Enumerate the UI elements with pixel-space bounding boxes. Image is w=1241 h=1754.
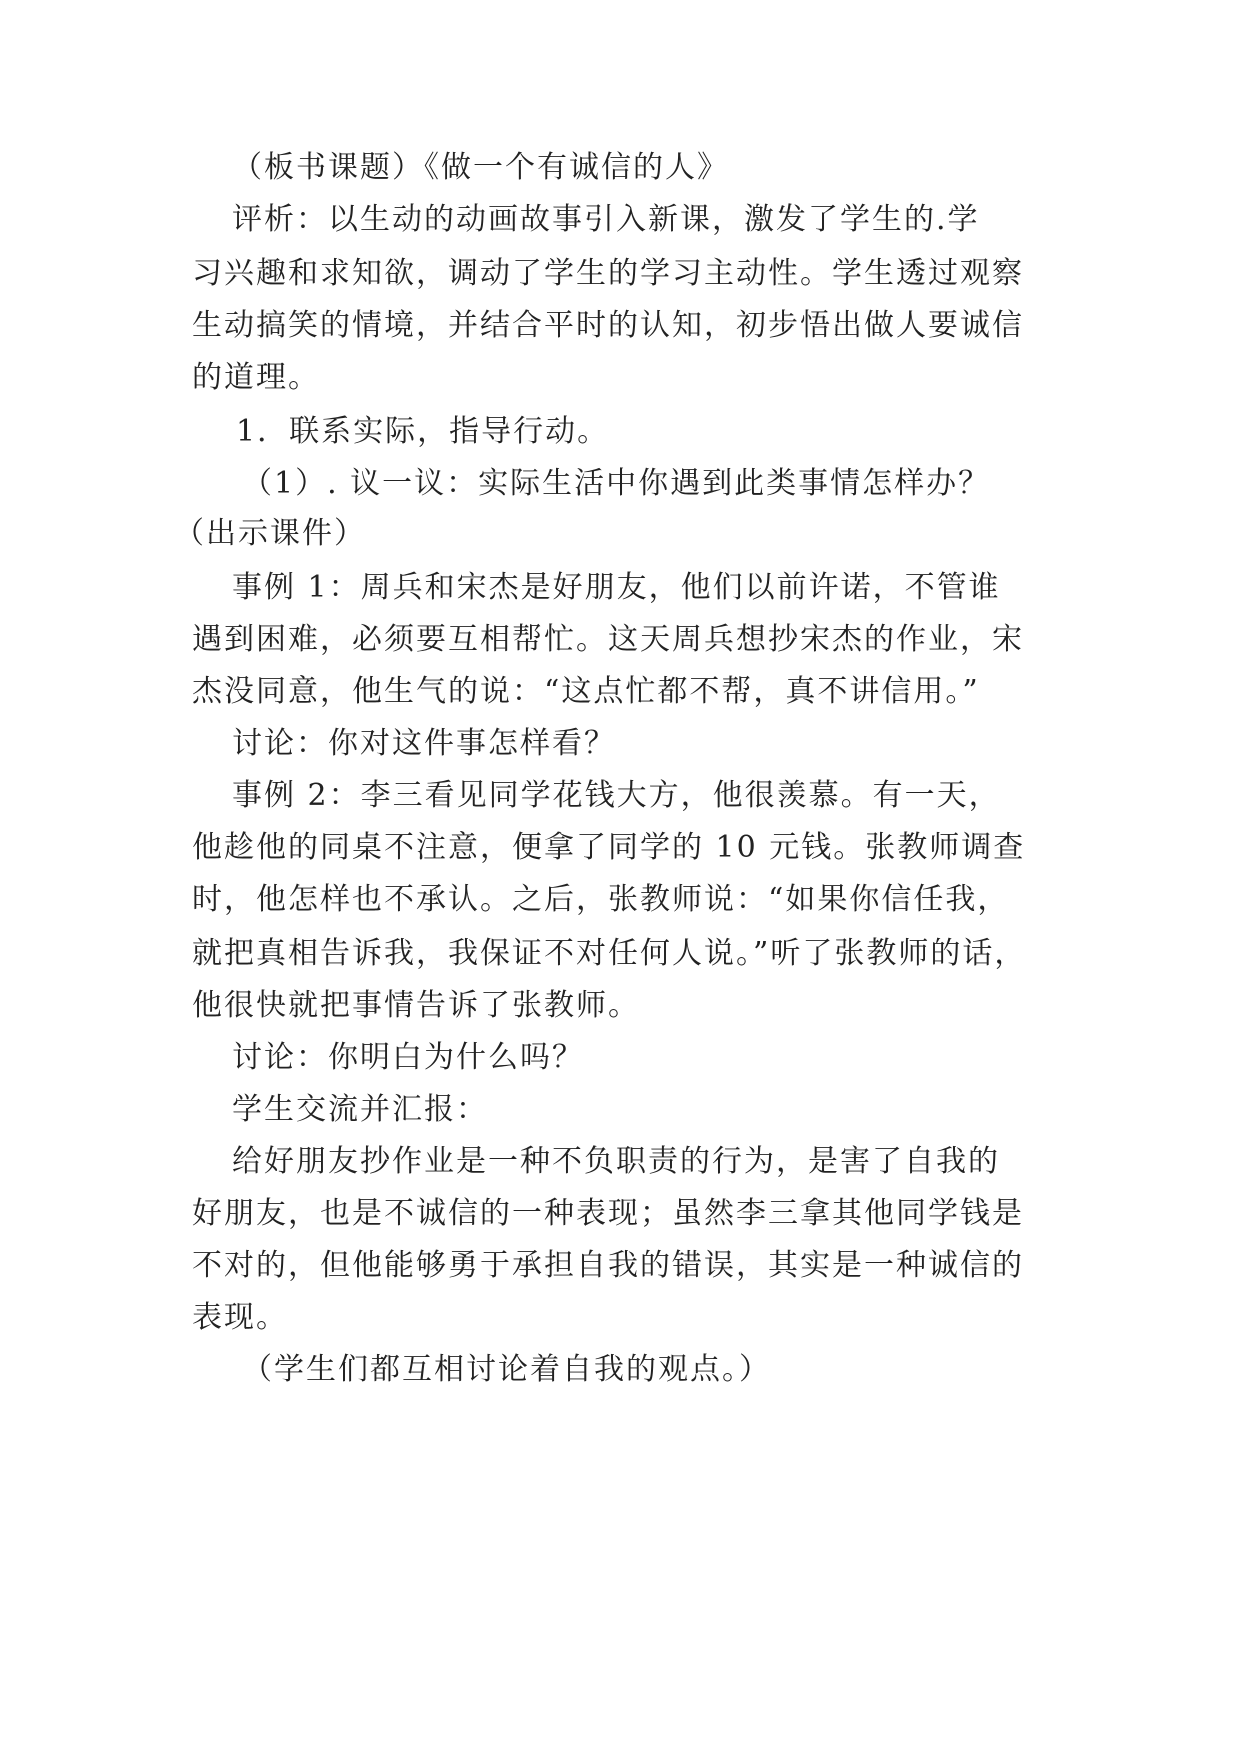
text-line: （出示课件）: [174, 516, 366, 551]
text-line: 讨论：你对这件事怎样看？: [232, 726, 616, 761]
text-line: 他趁他的同桌不注意，便拿了同学的 10 元钱。张教师调查: [192, 830, 1026, 865]
text-line: 不对的，但他能够勇于承担自我的错误，其实是一种诚信的: [192, 1248, 1024, 1283]
text-line: 他很快就把事情告诉了张教师。: [192, 988, 640, 1023]
text-line: 1．联系实际，指导行动。: [236, 414, 610, 449]
text-line: （1）. 议一议：实际生活中你遇到此类事情怎样办？: [242, 466, 991, 501]
text-line: 好朋友，也是不诚信的一种表现；虽然李三拿其他同学钱是: [192, 1196, 1024, 1231]
text-line: 习兴趣和求知欲，调动了学生的学习主动性。学生透过观察: [192, 256, 1024, 291]
text-line: （板书课题）《做一个有诚信的人》: [232, 150, 729, 185]
text-line: 就把真相告诉我，我保证不对任何人说。”听了张教师的话，: [192, 936, 1027, 971]
text-line: 表现。: [192, 1300, 288, 1335]
text-line: 的道理。: [192, 360, 320, 395]
text-line: （学生们都互相讨论着自我的观点。）: [242, 1352, 771, 1387]
text-line: 给好朋友抄作业是一种不负职责的行为，是害了自我的: [232, 1144, 1000, 1179]
text-line: 生动搞笑的情境，并结合平时的认知，初步悟出做人要诚信: [192, 308, 1024, 343]
text-line: 讨论：你明白为什么吗？: [232, 1040, 584, 1075]
text-line: 学生交流并汇报：: [232, 1092, 488, 1127]
text-line: 遇到困难，必须要互相帮忙。这天周兵想抄宋杰的作业，宋: [192, 622, 1024, 657]
text-line: 评析：以生动的动画故事引入新课，激发了学生的.学: [232, 202, 980, 237]
text-line: 事例 1：周兵和宋杰是好朋友，他们以前许诺，不管谁: [232, 570, 1001, 605]
text-line: 杰没同意，他生气的说：“这点忙都不帮，真不讲信用。”: [192, 674, 980, 709]
text-line: 时，他怎样也不承认。之后，张教师说：“如果你信任我，: [192, 882, 1010, 917]
text-line: 事例 2：李三看见同学花钱大方，他很羡慕。有一天，: [232, 778, 1001, 813]
